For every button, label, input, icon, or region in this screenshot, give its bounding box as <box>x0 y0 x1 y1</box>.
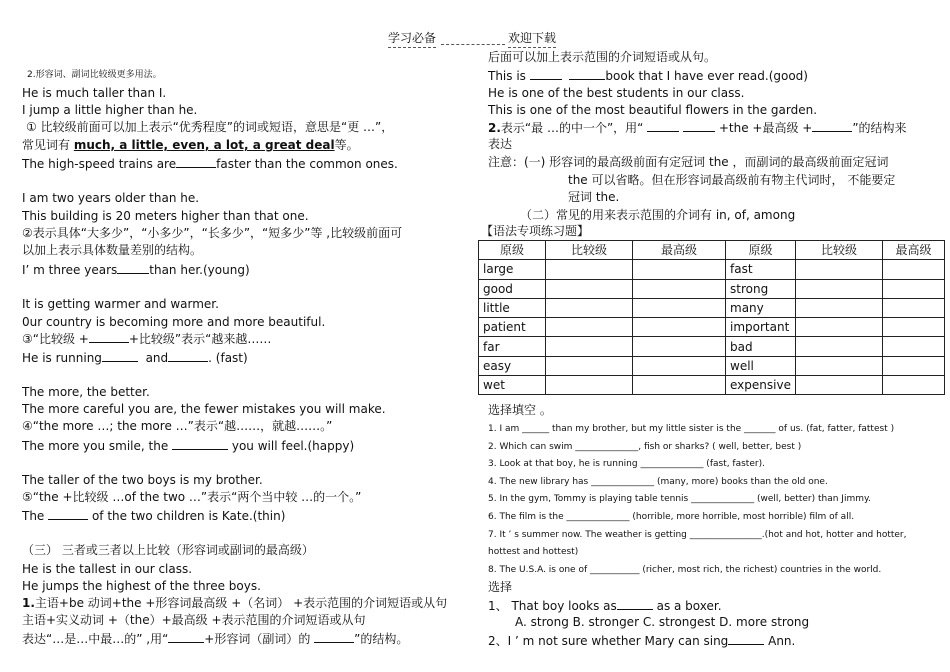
example-three-years <box>22 262 250 278</box>
blank <box>530 68 562 80</box>
example-more-beautiful: 0ur country is becoming more and more beautiful. <box>22 315 326 329</box>
ex12-pre: The more you smile, the <box>22 439 173 453</box>
example-two-years-older: I am two years older than he. <box>22 191 200 205</box>
table-cell[interactable] <box>546 279 633 298</box>
table-cell[interactable] <box>633 376 726 395</box>
table-cell[interactable] <box>882 279 944 298</box>
example-this-is-best-book <box>488 68 808 84</box>
table-cell[interactable] <box>882 356 944 375</box>
example-taller-of-two: The taller of the two boys is my brother. <box>22 473 263 487</box>
table-header: 原级 <box>479 241 546 260</box>
ex3-post: faster than the common ones. <box>216 157 398 171</box>
ex14-post: of the two children is Kate.(thin) <box>88 509 286 523</box>
question-6: 6. The film is the ______________ (horrible, more horrible, most horrible) film of all. <box>488 512 855 522</box>
table-header: 最高级 <box>633 241 726 260</box>
ex6-pre: I’ m three years <box>22 263 118 277</box>
note3-post: +比较级”表示“越来越…… <box>128 332 272 346</box>
table-cell: far <box>479 337 546 356</box>
blank <box>812 120 852 132</box>
table-row <box>479 356 945 375</box>
note-definite-article-2: the 可以省略。但在形容词最高级前有物主代词时， 不能要定 <box>568 173 896 187</box>
note-specific-difference: ②表示具体“大多少”，“小多少”，“长多少”，“短多少”等 ,比较级前面可 <box>22 226 403 240</box>
table-cell[interactable] <box>882 318 944 337</box>
ex14-pre: The <box>22 509 49 523</box>
table-cell[interactable] <box>633 298 726 317</box>
example-more-better: The more, the better. <box>22 385 150 399</box>
table-cell[interactable] <box>633 356 726 375</box>
rule1-text: 主语+be 动词+the +形容词最高级 +（名词） +表示范围的介词短语或从句 <box>34 596 448 610</box>
example-highest: He jumps the highest of the three boys. <box>22 579 261 593</box>
blank <box>168 631 204 643</box>
blank <box>172 438 228 450</box>
table-header: 比较级 <box>546 241 633 260</box>
table-cell[interactable] <box>633 337 726 356</box>
table-cell[interactable] <box>795 260 882 279</box>
choice-title: 选择 <box>488 580 513 594</box>
note-range-prepositions: （二）常见的用来表示范围的介词有 in, of, among <box>520 208 796 222</box>
header-right: 欢迎下载 <box>508 29 556 48</box>
question-5: 5. In the gym, Tommy is playing table tennis ______________ (well, better) than Jimmy. <box>488 494 871 504</box>
example-thin <box>22 508 285 524</box>
ex9-pre: He is running <box>22 351 102 365</box>
table-cell[interactable] <box>795 298 882 317</box>
table-cell[interactable] <box>546 318 633 337</box>
rule-expression <box>22 631 408 647</box>
table-row <box>479 298 945 317</box>
table-row <box>479 376 945 395</box>
example-running <box>22 350 248 366</box>
table-cell[interactable] <box>546 356 633 375</box>
c1-pre: 1、 That boy looks as <box>488 599 617 613</box>
table-cell: expensive <box>726 376 796 395</box>
note-common-words <box>22 138 359 153</box>
rule-superlative-adj <box>22 596 447 611</box>
rule3-post: ”的结构。 <box>354 632 409 646</box>
choice-1 <box>488 598 722 614</box>
blank <box>168 350 208 362</box>
example-one-of-best-students: He is one of the best students in our class. <box>488 86 745 100</box>
choice-1-options: A. strong B. stronger C. strongest D. more strong <box>515 615 810 629</box>
blank <box>569 68 605 80</box>
table-cell[interactable] <box>546 337 633 356</box>
note-definite-article-3: 冠词 the. <box>568 190 620 204</box>
rule-one-of-the <box>488 120 907 136</box>
table-cell: many <box>726 298 796 317</box>
section2-title: 2.形容词、副词比较级更多用法。 <box>27 70 162 80</box>
example-tallest: He is the tallest in our class. <box>22 562 193 576</box>
note-the-comparative-of-two: ⑤“the +比较级 …of the two …”表示“两个当中较 …的一个。” <box>22 490 362 504</box>
blank <box>48 508 88 520</box>
fill-in-title: 选择填空 。 <box>488 403 552 417</box>
question-2: 2. Which can swim ______________, fish or sharks? ( well, better, best ) <box>488 442 802 452</box>
example-more-smile <box>22 438 354 454</box>
example-more-careful: The more careful you are, the fewer mistakes you will make. <box>22 402 386 416</box>
table-cell: fast <box>726 260 796 279</box>
example-building-higher: This building is 20 meters higher than that one. <box>22 209 309 223</box>
ex9-post: . (fast) <box>208 351 248 365</box>
table-cell: wet <box>479 376 546 395</box>
table-cell[interactable] <box>633 260 726 279</box>
header-left: 学习必备 <box>388 29 436 48</box>
ex9-mid: and <box>145 351 169 365</box>
table-header: 原级 <box>726 241 796 260</box>
blank <box>102 350 138 362</box>
table-cell[interactable] <box>882 337 944 356</box>
table-cell[interactable] <box>882 376 944 395</box>
question-1: 1. I am ______ than my brother, but my little sister is the _______ of us. (fat, fatter, fattest ) <box>488 424 895 434</box>
r-rule2-post: ”的结构来 <box>852 121 907 135</box>
table-cell[interactable] <box>882 298 944 317</box>
blank <box>314 631 354 643</box>
example-warmer: It is getting warmer and warmer. <box>22 297 219 311</box>
table-cell: easy <box>479 356 546 375</box>
degree-word-list: much, a little, even, a lot, a great deal <box>73 138 335 152</box>
c1-post: as a boxer. <box>652 599 722 613</box>
ex6-post: than her.(young) <box>149 263 250 277</box>
table-cell[interactable] <box>546 260 633 279</box>
table-cell: good <box>479 279 546 298</box>
table-cell: strong <box>726 279 796 298</box>
r-rule2-mid: +the +最高级 + <box>715 121 813 135</box>
note-degree-words: ① 比较级前面可以加上表示“优秀程度”的词或短语，意思是“更 …”， <box>26 120 394 134</box>
blank <box>728 633 764 645</box>
r-rule2-number: 2. <box>488 121 501 135</box>
rule-one-of-the-2: 表达 <box>488 137 513 151</box>
note3-pre: ③“比较级 + <box>22 332 89 346</box>
degree-table <box>478 240 945 395</box>
table-row <box>479 337 945 356</box>
table-cell[interactable] <box>546 298 633 317</box>
blank <box>647 120 679 132</box>
rule3-mid: +形容词（副词）的 <box>204 632 315 646</box>
example-one-of-most-beautiful: This is one of the most beautiful flowers in the garden. <box>488 103 818 117</box>
question-7-cont: hottest and hottest) <box>488 547 579 557</box>
table-row <box>479 318 945 337</box>
note-comparative-and <box>22 331 271 347</box>
table-cell[interactable] <box>633 318 726 337</box>
blank <box>89 331 129 343</box>
table-cell[interactable] <box>795 337 882 356</box>
blank <box>117 262 149 274</box>
table-cell[interactable] <box>795 279 882 298</box>
rule-superlative-adv: 主语+实义动词 +（the）+最高级 +表示范围的介词短语或从句 <box>22 613 366 627</box>
table-cell: bad <box>726 337 796 356</box>
question-7: 7. It ’ s summer now. The weather is getting ________________.(hot and hot, hotter and hotter, <box>488 530 907 540</box>
note-specific-difference-2: 以加上表示具体数量差别的结构。 <box>22 243 203 257</box>
note-definite-article: 注意：(一) 形容词的最高级前面有定冠词 the ，而副词的最高级前面定冠词 <box>488 155 889 169</box>
table-cell: important <box>726 318 796 337</box>
note-common-words-post: 等。 <box>334 138 359 152</box>
question-4: 4. The new library has ______________ (many, more) books than the old one. <box>488 477 828 487</box>
table-cell[interactable] <box>882 260 944 279</box>
right-line-range: 后面可以加上表示范围的介词短语或从句。 <box>488 50 717 64</box>
note-the-more: ④“the more …; the more …”表示“越……，就越……。” <box>22 419 333 433</box>
ex3-pre: The high-speed trains are <box>22 157 177 171</box>
table-cell: patient <box>479 318 546 337</box>
question-3: 3. Look at that boy, he is running ______________ (fast, faster). <box>488 459 765 469</box>
table-cell[interactable] <box>795 318 882 337</box>
header-divider <box>441 29 505 45</box>
table-row <box>479 260 945 279</box>
r-ex1-pre: This is <box>488 69 530 83</box>
rule3-pre: 表达“…是…中最…的” ,用“ <box>22 632 169 646</box>
c2-pre: 2、I ’ m not sure whether Mary can sing <box>488 634 729 648</box>
note-common-words-pre: 常见词有 <box>22 138 74 152</box>
table-cell: well <box>726 356 796 375</box>
table-header-row <box>479 241 945 260</box>
table-cell[interactable] <box>633 279 726 298</box>
table-row <box>479 279 945 298</box>
blank <box>176 156 216 168</box>
example-much-taller: He is much taller than I. <box>22 86 167 100</box>
ex12-post: you will feel.(happy) <box>228 439 355 453</box>
blank <box>683 120 715 132</box>
table-header: 最高级 <box>882 241 944 260</box>
table-cell[interactable] <box>795 356 882 375</box>
table-cell: little <box>479 298 546 317</box>
choice-2 <box>488 633 795 649</box>
practice-title: 【语法专项练习题】 <box>481 224 590 238</box>
table-cell[interactable] <box>795 376 882 395</box>
example-little-higher: I jump a little higher than he. <box>22 103 198 117</box>
section3-title: （三） 三者或三者以上比较（形容词或副词的最高级） <box>22 543 314 557</box>
blank <box>617 598 653 610</box>
r-ex1-post: book that I have ever read.(good) <box>605 69 808 83</box>
table-header: 比较级 <box>795 241 882 260</box>
rule1-number: 1. <box>22 596 35 610</box>
table-cell: large <box>479 260 546 279</box>
question-8: 8. The U.S.A. is one of ___________ (richer, most rich, the richest) countries in the world. <box>488 565 882 575</box>
c2-post: Ann. <box>764 634 796 648</box>
table-cell[interactable] <box>546 376 633 395</box>
example-high-speed-trains <box>22 156 398 172</box>
r-rule2-pre: 表示“最 …的中一个”，用“ <box>500 121 648 135</box>
